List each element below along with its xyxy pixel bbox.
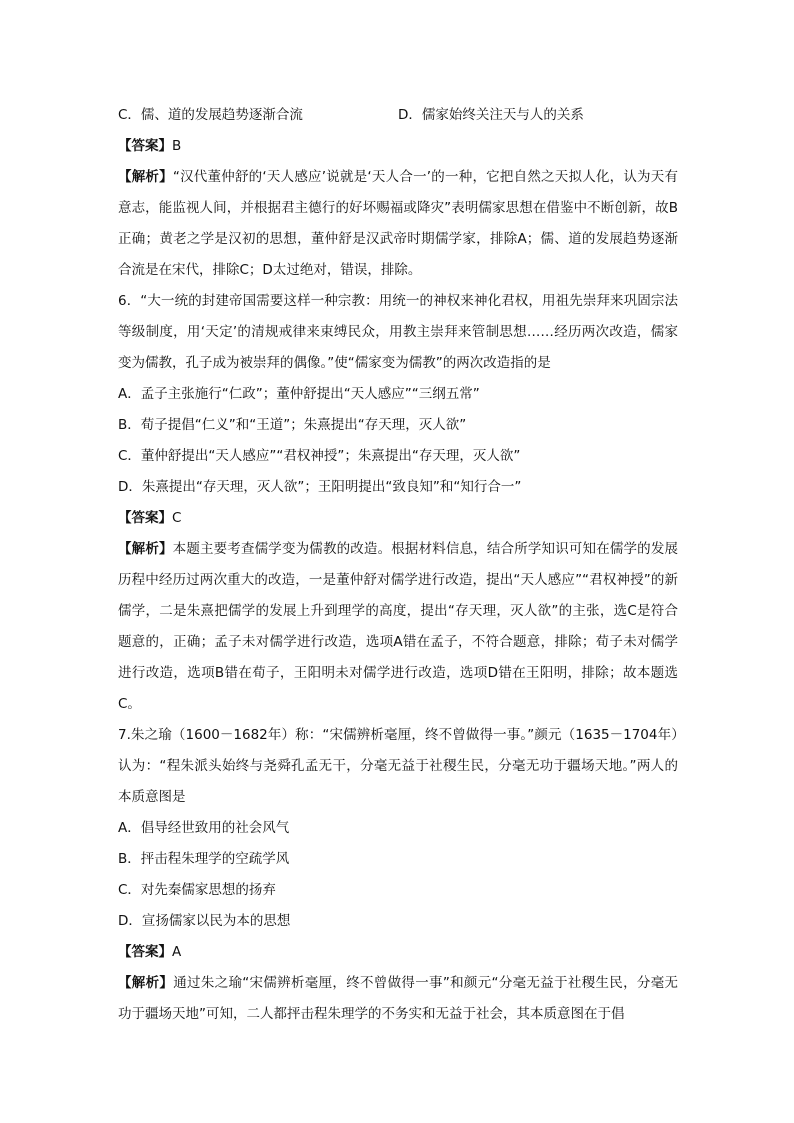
q7-option-c: C．对先秦儒家思想的扬弃: [118, 882, 276, 898]
q7-stem: 7.朱之瑜（1600－1682年）称：“宋儒辨析毫厘，终不曾做得一事。”颜元（1635－1704年）认为：“程朱派头始终与尧舜孔孟无干，分毫无益于社稷生民，分毫无功于疆场天地。”两人的本质意图是: [118, 727, 678, 805]
q7-option-a: A．倡导经世致用的社会风气: [118, 820, 290, 836]
q7-option-b: B．抨击程朱理学的空疏学风: [118, 851, 290, 867]
q7-analysis-tag: 【解析】: [118, 975, 174, 991]
q6-option-b: B．荀子提倡“仁义”和“王道”；朱熹提出“存天理，灭人欲”: [118, 417, 467, 433]
q6-analysis-tag: 【解析】: [118, 541, 173, 557]
q6-answer: [118, 503, 678, 534]
q6-answer-tag: 【答案】: [118, 510, 172, 526]
q5-option-c: C．儒、道的发展趋势逐渐合流: [118, 107, 303, 123]
q5-analysis-text: “汉代董仲舒的‘天人感应’说就是‘天人合一’的一种，它把自然之天拟人化，认为天有意志，能监视人间，并根据君主德行的好坏赐福或降灾”表明儒家思想在借鉴中不断创新，故B正确；黄老之学是汉初的思想，董仲舒是汉武帝时期儒学家，排除A；儒、道的发展趋势逐渐合流是在宋代，排除C；D太过绝对，错误，排除。: [118, 169, 678, 278]
q7-answer-value: A: [172, 944, 182, 960]
q5-option-d: D．儒家始终关注天与人的关系: [398, 107, 584, 123]
document-page: [118, 100, 678, 1030]
q6-option-d: D．朱熹提出“存天理，灭人欲”；王阳明提出“致良知”和“知行合一”: [118, 479, 522, 495]
q5-answer-tag: 【答案】: [118, 138, 172, 154]
q5-answer-value: B: [172, 138, 182, 154]
q6-option-c: C．董仲舒提出“天人感应”“君权神授”；朱熹提出“存天理，灭人欲”: [118, 448, 521, 464]
q6-analysis: [118, 534, 678, 720]
q7-analysis-text: 通过朱之瑜“宋儒辨析毫厘，终不曾做得一事”和颜元“分毫无益于社稷生民，分毫无功于疆场天地”可知，二人都抨击程朱理学的不务实和无益于社会，其本质意图在于倡: [118, 975, 679, 1022]
q6-option-a: A．孟子主张施行“仁政”；董仲舒提出“天人感应”“三纲五常”: [118, 386, 480, 402]
q5-analysis-tag: 【解析】: [118, 169, 173, 185]
q6-analysis-text: 本题主要考查儒学变为儒教的改造。根据材料信息，结合所学知识可知在儒学的发展历程中经历过两次重大的改造，一是董仲舒对儒学进行改造，提出“天人感应”“君权神授”的新儒学，二是朱熹把儒学的发展上升到理学的高度，提出“存天理，灭人欲”的主张，选C是符合题意的，正确；孟子未对儒学进行改造，选项A错在孟子，不符合题意，排除；荀子未对儒学进行改造，选项B错在荀子，王阳明未对儒学进行改造，选项D错在王阳明，排除；故本题选C。: [118, 541, 679, 712]
q7-answer: [118, 937, 678, 968]
q7-option-d: D．宣扬儒家以民为本的思想: [118, 913, 291, 929]
q6-answer-value: C: [172, 510, 182, 526]
q7-analysis: [118, 968, 678, 1030]
q5-analysis: [118, 162, 678, 286]
q5-options-cd: [118, 100, 678, 131]
q7-answer-tag: 【答案】: [118, 944, 172, 960]
q5-answer: [118, 131, 678, 162]
q6-stem: 6．“大一统的封建帝国需要这样一种宗教：用统一的神权来神化君权，用祖先崇拜来巩固宗法等级制度，用‘天定’的清规戒律来束缚民众，用教主崇拜来管制思想……经历两次改造，儒家变为儒教，孔子成为被崇拜的偶像。”使“儒家变为儒教”的两次改造指的是: [118, 293, 678, 371]
